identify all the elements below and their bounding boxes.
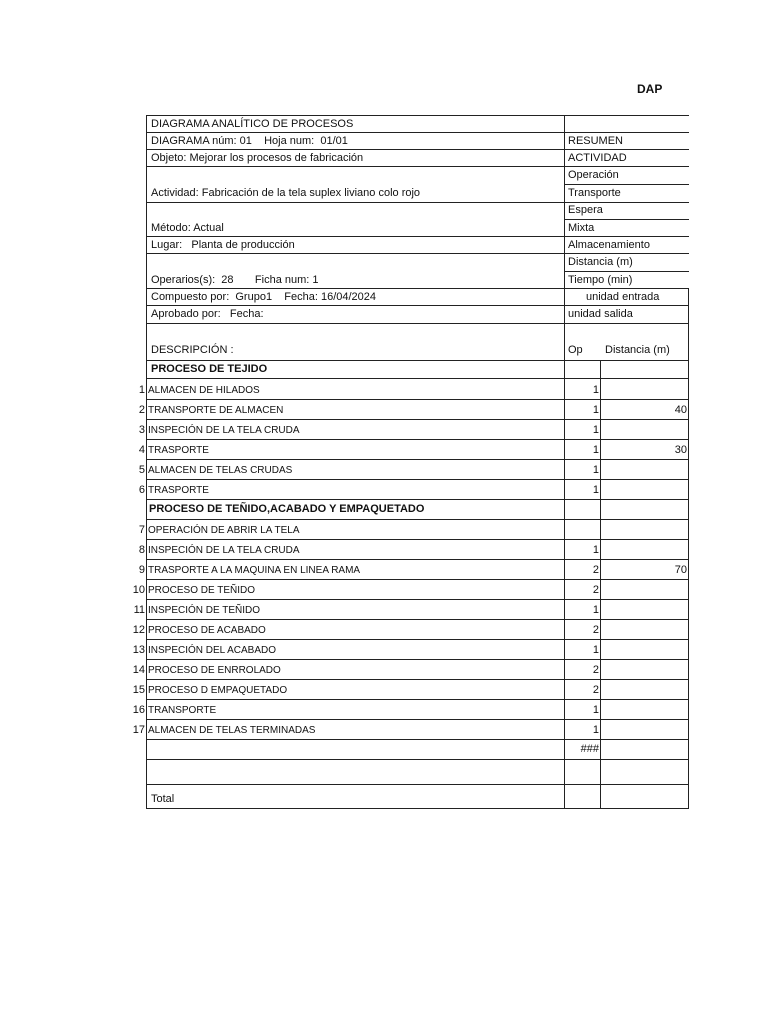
row-op: 1 [592, 464, 599, 476]
row-distance: 40 [674, 404, 687, 416]
row-op: 2 [592, 584, 599, 596]
row-number: 16 [132, 704, 145, 716]
row-description: TRASPORTE A LA MAQUINA EN LINEA RAMA [148, 565, 361, 576]
summary-transporte: Transporte [568, 187, 621, 199]
row-description: TRANSPORTE [148, 705, 217, 716]
row-description: TRASPORTE [148, 445, 209, 456]
row-description: PROCESO DE ACABADO [148, 625, 266, 636]
distancia-header: Distancia (m) [605, 344, 670, 356]
row-op: 2 [592, 664, 599, 676]
objeto-line: Objeto: Mejorar los procesos de fabricación [151, 152, 364, 164]
row-number: 12 [132, 624, 145, 636]
summary-mixta: Mixta [568, 222, 595, 234]
op-total-cell: ### [580, 743, 599, 755]
row-description: ALMACEN DE TELAS CRUDAS [148, 465, 293, 476]
aprobado-line: Aprobado por: Fecha: [151, 308, 264, 320]
row-description: PROCESO DE ENRROLADO [148, 665, 281, 676]
row-op: 1 [592, 484, 599, 496]
row-number: 14 [132, 664, 145, 676]
summary-almacenamiento: Almacenamiento [568, 239, 650, 251]
row-number: 7 [138, 524, 145, 536]
row-number: 4 [138, 444, 145, 456]
row-op: 2 [592, 684, 599, 696]
row-number: 3 [138, 424, 145, 436]
unidad-salida: unidad salida [568, 308, 633, 320]
row-description: PROCESO DE TEÑIDO [148, 585, 256, 596]
metodo-line: Método: Actual [151, 222, 224, 234]
row-distance: 70 [674, 564, 687, 576]
row-op: 2 [592, 624, 599, 636]
unidad-entrada: unidad entrada [586, 291, 660, 303]
row-description: ALMACEN DE HILADOS [148, 385, 260, 396]
row-number: 15 [132, 684, 145, 696]
row-description: INSPECIÓN DE LA TELA CRUDA [148, 545, 300, 556]
row-number: 2 [138, 404, 145, 416]
section-header: PROCESO DE TEJIDO [151, 363, 268, 375]
row-description: INSPECIÓN DE TEÑIDO [148, 605, 261, 616]
row-op: 1 [592, 644, 599, 656]
row-description: ALMACEN DE TELAS TERMINADAS [148, 725, 316, 736]
row-op: 2 [592, 564, 599, 576]
row-op: 1 [592, 724, 599, 736]
compuesto-line: Compuesto por: Grupo1 Fecha: 16/04/2024 [151, 291, 377, 303]
row-op: 1 [592, 384, 599, 396]
row-number: 5 [138, 464, 145, 476]
row-op: 1 [592, 424, 599, 436]
op-header: Op [568, 344, 583, 356]
row-op: 1 [592, 604, 599, 616]
row-op: 1 [592, 544, 599, 556]
total-label: Total [151, 793, 175, 805]
row-number: 1 [138, 384, 145, 396]
row-op: 1 [592, 404, 599, 416]
row-number: 6 [138, 484, 145, 496]
row-description: TRANSPORTE DE ALMACEN [148, 405, 284, 416]
summary-espera: Espera [568, 204, 603, 216]
summary-tiempo: Tiempo (min) [568, 274, 633, 286]
row-number: 9 [138, 564, 145, 576]
summary-distancia: Distancia (m) [568, 256, 633, 268]
page-title: DAP [637, 82, 663, 96]
row-distance: 30 [674, 444, 687, 456]
row-description: INSPECIÓN DE LA TELA CRUDA [148, 425, 300, 436]
row-number: 11 [133, 604, 145, 616]
row-description: PROCESO D EMPAQUETADO [148, 685, 288, 696]
operarios-line: Operarios(s): 28 Ficha num: 1 [151, 274, 319, 286]
row-op: 1 [592, 444, 599, 456]
row-description: OPERACIÓN DE ABRIR LA TELA [148, 525, 300, 536]
actividad-label: ACTIVIDAD [568, 152, 627, 164]
row-number: 17 [132, 724, 145, 736]
row-description: INSPECIÓN DEL ACABADO [148, 645, 276, 656]
doc-title: DIAGRAMA ANALÍTICO DE PROCESOS [151, 118, 354, 130]
diagram-number: DIAGRAMA núm: 01 Hoja num: 01/01 [151, 135, 348, 147]
summary-operacion: Operación [568, 169, 619, 181]
resumen-label: RESUMEN [568, 135, 624, 147]
section-header: PROCESO DE TEÑIDO,ACABADO Y EMPAQUETADO [149, 503, 425, 515]
row-number: 8 [138, 544, 145, 556]
row-op: 1 [592, 704, 599, 716]
lugar-line: Lugar: Planta de producción [151, 239, 295, 251]
row-description: TRASPORTE [148, 485, 209, 496]
descripcion-header: DESCRIPCIÓN : [151, 344, 234, 356]
actividad-line: Actividad: Fabricación de la tela suplex liviano colo rojo [151, 187, 421, 199]
row-number: 10 [132, 584, 145, 596]
row-number: 13 [132, 644, 145, 656]
